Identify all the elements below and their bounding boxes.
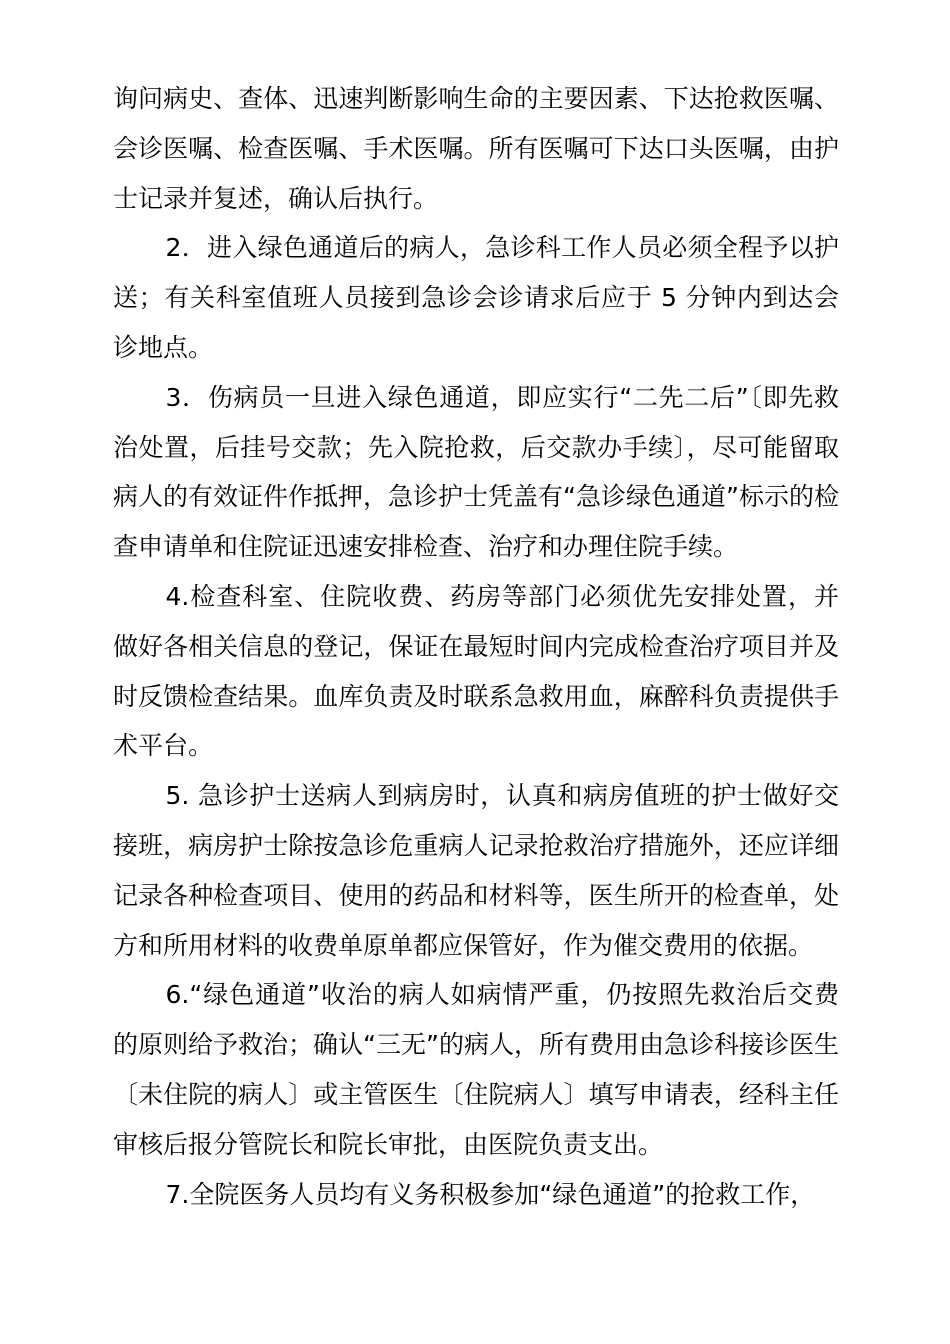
paragraph-item-6: 6.“绿色通道”收治的病人如病情严重，仍按照先救治后交费的原则给予救治；确认“三无”的病人，所有费用由急诊科接诊医生〔未住院的病人〕或主管医生〔住院病人〕填写申请表，经科主任审核后报分管院长和院长审批，由医院负责支出。 bbox=[113, 980, 839, 1159]
paragraph-item-5: 5. 急诊护士送病人到病房时，认真和病房值班的护士做好交接班，病房护士除按急诊危重病人记录抢救治疗措施外，还应详细记录各种检查项目、使用的药品和材料等，医生所开的检查单，处方和所用材料的收费单原单都应保管好，作为催交费用的依据。 bbox=[113, 781, 839, 960]
paragraph-item-4: 4.检查科室、住院收费、药房等部门必须优先安排处置，并做好各相关信息的登记，保证在最短时间内完成检查治疗项目并及时反馈检查结果。血库负责及时联系急救用血，麻醉科负责提供手术平台。 bbox=[113, 581, 839, 761]
paragraph-item-2: 2．进入绿色通道后的病人，急诊科工作人员必须全程予以护送；有关科室值班人员接到急诊会诊请求后应于 5 分钟内到达会诊地点。 bbox=[113, 233, 839, 362]
paragraph-item-7: 7.全院医务人员均有义务积极参加“绿色通道”的抢救工作， bbox=[165, 1179, 816, 1209]
paragraph-continuation: 询问病史、查体、迅速判断影响生命的主要因素、下达抢救医嘱、会诊医嘱、检查医嘱、手术医嘱。所有医嘱可下达口头医嘱，由护士记录并复述，确认后执行。 bbox=[113, 84, 839, 213]
document-page bbox=[113, 74, 839, 1219]
paragraph-item-3: 3．伤病员一旦进入绿色通道，即应实行“二先二后”〔即先救治处置，后挂号交款；先入院抢救，后交款办手续〕，尽可能留取病人的有效证件作抵押，急诊护士凭盖有“急诊绿色通道”标示的检查申请单和住院证迅速安排检查、治疗和办理住院手续。 bbox=[113, 382, 839, 562]
